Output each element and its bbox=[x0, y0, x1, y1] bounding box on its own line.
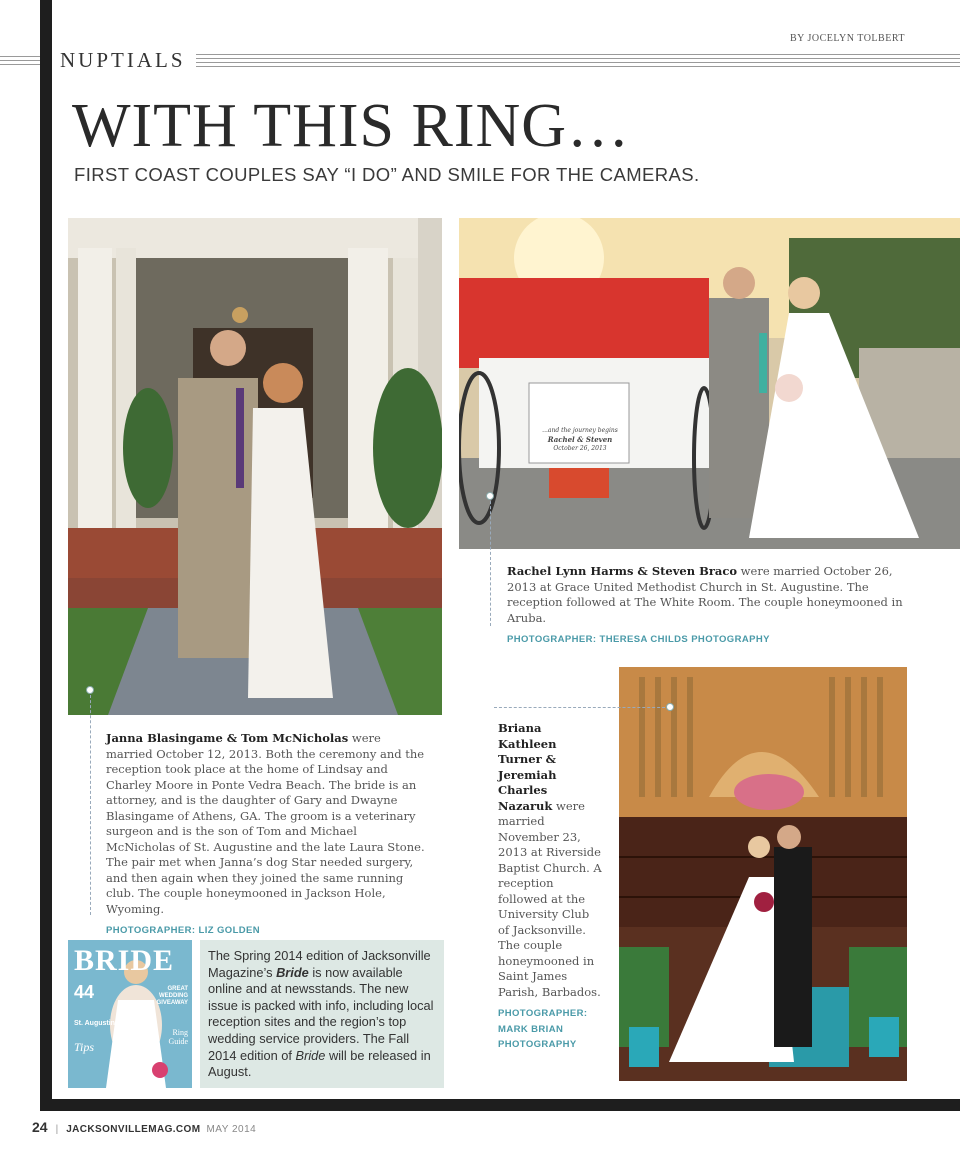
promo-text-part-3: will be released in August. bbox=[208, 1047, 431, 1080]
caption-connector-2 bbox=[490, 496, 491, 626]
cover-side-text: Ring Guide bbox=[168, 1028, 188, 1046]
photo-carriage-couple bbox=[459, 218, 960, 549]
section-rule-right-3 bbox=[196, 62, 960, 63]
section-rule-left-1 bbox=[0, 56, 40, 57]
caption-connector-dot-3 bbox=[666, 703, 674, 711]
footer-site[interactable]: JACKSONVILLEMAG.COM bbox=[66, 1124, 201, 1135]
section-rule-left-3 bbox=[0, 64, 40, 65]
byline: BY JOCELYN TOLBERT bbox=[790, 33, 905, 44]
promo-text-part-2: is now available online and at newsstands. The new issue is packed with info, including local reception sites and the region’s top wedding service providers. The Fall 2014 edition of bbox=[208, 964, 434, 1063]
caption-connector-1 bbox=[90, 690, 91, 915]
couple-names: Janna Blasingame & Tom McNicholas bbox=[106, 731, 349, 745]
caption-rachel-steven bbox=[507, 564, 907, 648]
page-number: 24 bbox=[32, 1119, 48, 1135]
section-rule-left-2 bbox=[0, 60, 40, 61]
page-spine-bar bbox=[40, 0, 52, 1111]
page-title: WITH THIS RING… bbox=[72, 92, 631, 160]
footer-separator: | bbox=[55, 1124, 59, 1135]
couple-names: Rachel Lynn Harms & Steven Braco bbox=[507, 564, 738, 578]
section-label: NUPTIALS bbox=[60, 48, 186, 72]
section-rule-right-4 bbox=[196, 66, 960, 67]
promo-text-part-1: The Spring 2014 edition of Jacksonville Magazine’s bbox=[208, 948, 431, 980]
section-rule-right-2 bbox=[196, 58, 960, 59]
caption-janna-tom bbox=[106, 731, 428, 939]
photographer-credit: PHOTOGRAPHER: MARK BRIAN PHOTOGRAPHY bbox=[498, 1008, 588, 1050]
bride-magazine-cover bbox=[68, 940, 192, 1088]
couple-story: were married October 12, 2013. Both the ceremony and the reception took place at the home of Lindsay and Charley Moore in Ponte Vedra Beach. The bride is an attorney, and is the daughter of Gary and Dwayne Blasingame of Athens, GA. The groom is a veterinary surgeon and is the son of Tom and Michael McNicholas of St. Augustine and the late Laura Stone. The pair met when Janna’s dog Star needed surgery, and then again when they joined the same running club. The couple honeymooned in Jackson Hole, Wyoming. bbox=[106, 731, 425, 916]
couple-names: Briana Kathleen Turner & Jeremiah Charles Nazaruk bbox=[498, 721, 557, 813]
page-footer bbox=[32, 1119, 256, 1135]
footer-date: MAY 2014 bbox=[206, 1124, 257, 1135]
promo-bride-title-1: Bride bbox=[276, 964, 309, 980]
carriage-sign-line-1: ...and the journey begins bbox=[542, 427, 618, 434]
caption-connector-3 bbox=[494, 707, 670, 708]
photo-porch-couple bbox=[68, 218, 442, 715]
page-subtitle: FIRST COAST COUPLES SAY “I DO” AND SMILE FOR THE CAMERAS. bbox=[74, 164, 700, 185]
couple-story: were married November 23, 2013 at Riverside Baptist Church. A reception followed at the University Club of Jacksonville. The couple honeymooned in Saint James Parish, Barbados. bbox=[498, 798, 602, 999]
carriage-sign bbox=[537, 426, 623, 453]
cover-giveaway: GREAT WEDDING GIVEAWAY bbox=[156, 986, 188, 1006]
photographer-credit: PHOTOGRAPHER: LIZ GOLDEN bbox=[106, 925, 261, 936]
cover-location: St. Augustine bbox=[74, 1020, 119, 1027]
carriage-sign-line-3: October 26, 2013 bbox=[553, 445, 607, 452]
promo-text bbox=[208, 948, 440, 1081]
cover-tagline: Tips bbox=[74, 1040, 95, 1054]
promo-bride-title-2: Bride bbox=[295, 1047, 326, 1063]
photographer-credit: PHOTOGRAPHER: THERESA CHILDS PHOTOGRAPHY bbox=[507, 634, 770, 645]
promo-box bbox=[200, 940, 444, 1088]
carriage-sign-line-2: Rachel & Steven bbox=[547, 435, 613, 444]
caption-connector-dot-2 bbox=[486, 492, 494, 500]
caption-briana-jeremiah bbox=[498, 721, 602, 1053]
couple-story: were married October 26, 2013 at Grace United Methodist Church in St. Augustine. The reception followed at The White Room. The couple honeymooned in Aruba. bbox=[507, 564, 903, 625]
cover-masthead: BRIDE bbox=[74, 944, 175, 977]
photo-church-couple bbox=[619, 667, 907, 1081]
section-rule-right-1 bbox=[196, 54, 960, 55]
caption-connector-dot-1 bbox=[86, 686, 94, 694]
page-bottom-bar bbox=[40, 1099, 960, 1111]
cover-big-number: 44 bbox=[74, 982, 95, 1002]
